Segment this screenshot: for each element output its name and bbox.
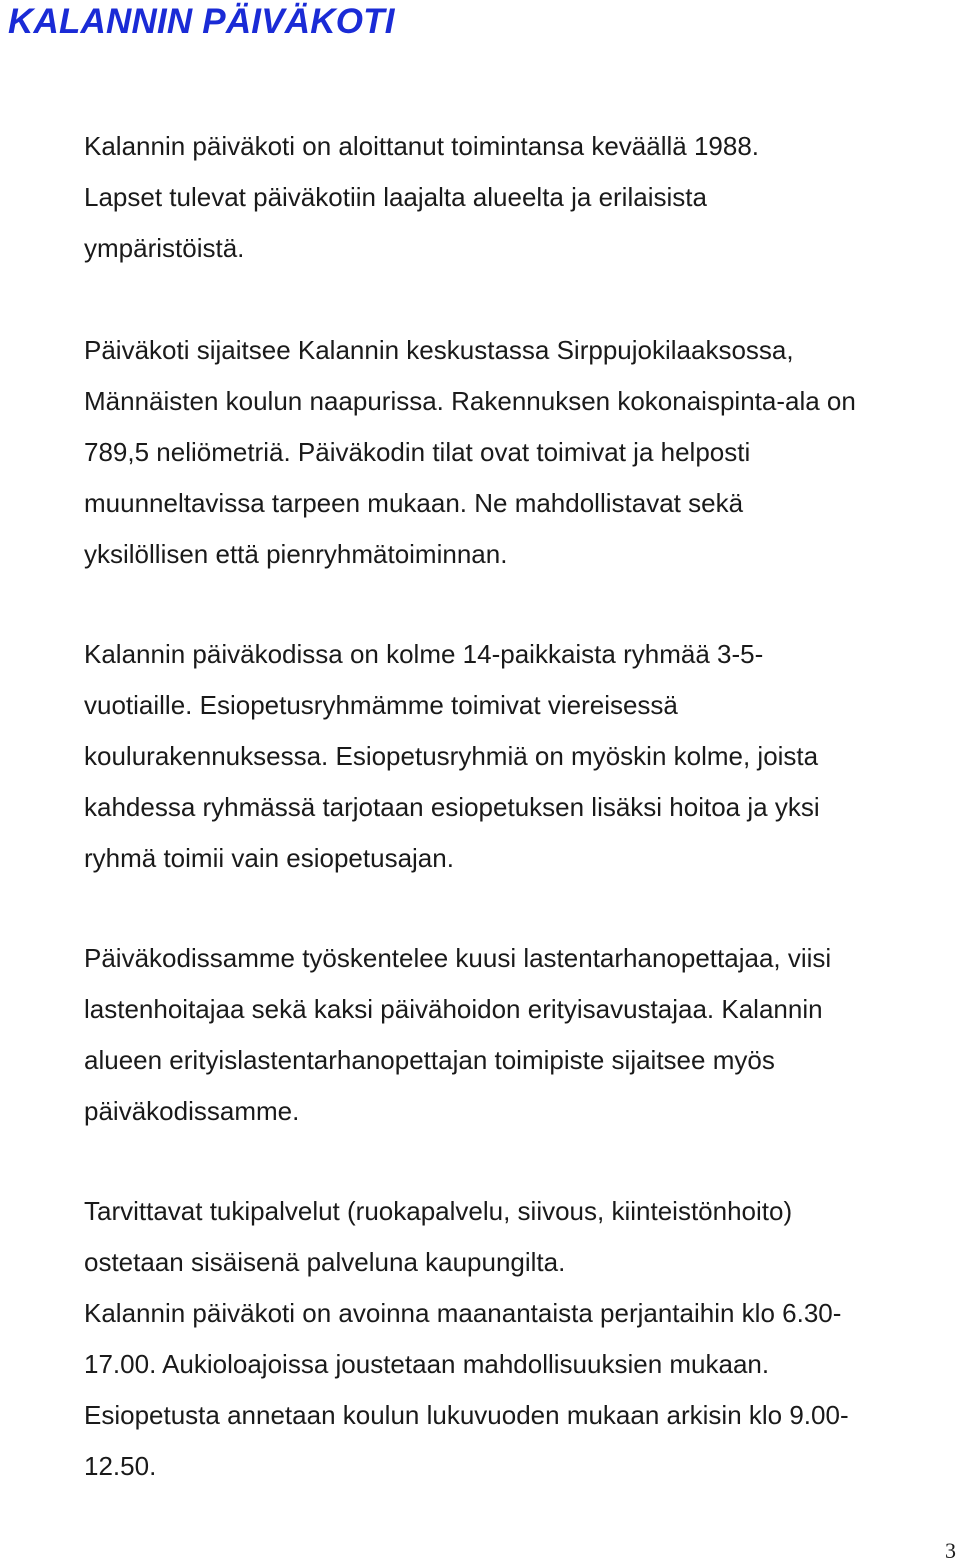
paragraph-location <box>84 325 956 580</box>
text-line: Esiopetusta annetaan koulun lukuvuoden mukaan arkisin klo 9.00- <box>84 1400 849 1430</box>
text-line: Päiväkodissamme työskentelee kuusi lastentarhanopettajaa, viisi <box>84 943 832 973</box>
text-line: yksilöllisen että pienryhmätoiminnan. <box>84 539 508 569</box>
paragraph-intro <box>84 121 956 274</box>
text-line: Päiväkoti sijaitsee Kalannin keskustassa Sirppujokilaaksossa, <box>84 335 794 365</box>
text-line: Männäisten koulun naapurissa. Rakennuksen kokonaispinta-ala on <box>84 386 856 416</box>
text-line: Kalannin päiväkoti on avoinna maanantaista perjantaihin klo 6.30- <box>84 1298 842 1328</box>
text-line: ostetaan sisäisenä palveluna kaupungilta. <box>84 1247 566 1277</box>
text-line: ryhmä toimii vain esiopetusajan. <box>84 843 454 873</box>
text-line: 12.50. <box>84 1451 157 1481</box>
text-line: muunneltavissa tarpeen mukaan. Ne mahdollistavat sekä <box>84 488 744 518</box>
text-line: Kalannin päiväkodissa on kolme 14-paikkaista ryhmää 3-5- <box>84 639 764 669</box>
page-number: 3 <box>945 1538 956 1563</box>
text-line: ympäristöistä. <box>84 233 245 263</box>
text-line: lastenhoitajaa sekä kaksi päivähoidon erityisavustajaa. Kalannin <box>84 994 823 1024</box>
text-line: koulurakennuksessa. Esiopetusryhmiä on myöskin kolme, joista <box>84 741 819 771</box>
text-line: Lapset tulevat päiväkotiin laajalta alueelta ja erilaisista <box>84 182 707 212</box>
paragraph-groups <box>84 629 956 884</box>
text-line: 789,5 neliömetriä. Päiväkodin tilat ovat toimivat ja helposti <box>84 437 751 467</box>
page-title: KALANNIN PÄIVÄKOTI <box>8 2 395 41</box>
text-line: Kalannin päiväkoti on aloittanut toimintansa keväällä 1988. <box>84 131 760 161</box>
text-line: vuotiaille. Esiopetusryhmämme toimivat viereisessä <box>84 690 678 720</box>
text-line: Tarvittavat tukipalvelut (ruokapalvelu, siivous, kiinteistönhoito) <box>84 1196 793 1226</box>
paragraph-services <box>84 1186 956 1492</box>
text-line: alueen erityislastentarhanopettajan toimipiste sijaitsee myös <box>84 1045 775 1075</box>
text-line: kahdessa ryhmässä tarjotaan esiopetuksen lisäksi hoitoa ja yksi <box>84 792 820 822</box>
text-line: 17.00. Aukioloajoissa joustetaan mahdollisuuksien mukaan. <box>84 1349 770 1379</box>
paragraph-staff <box>84 933 956 1137</box>
text-line: päiväkodissamme. <box>84 1096 300 1126</box>
